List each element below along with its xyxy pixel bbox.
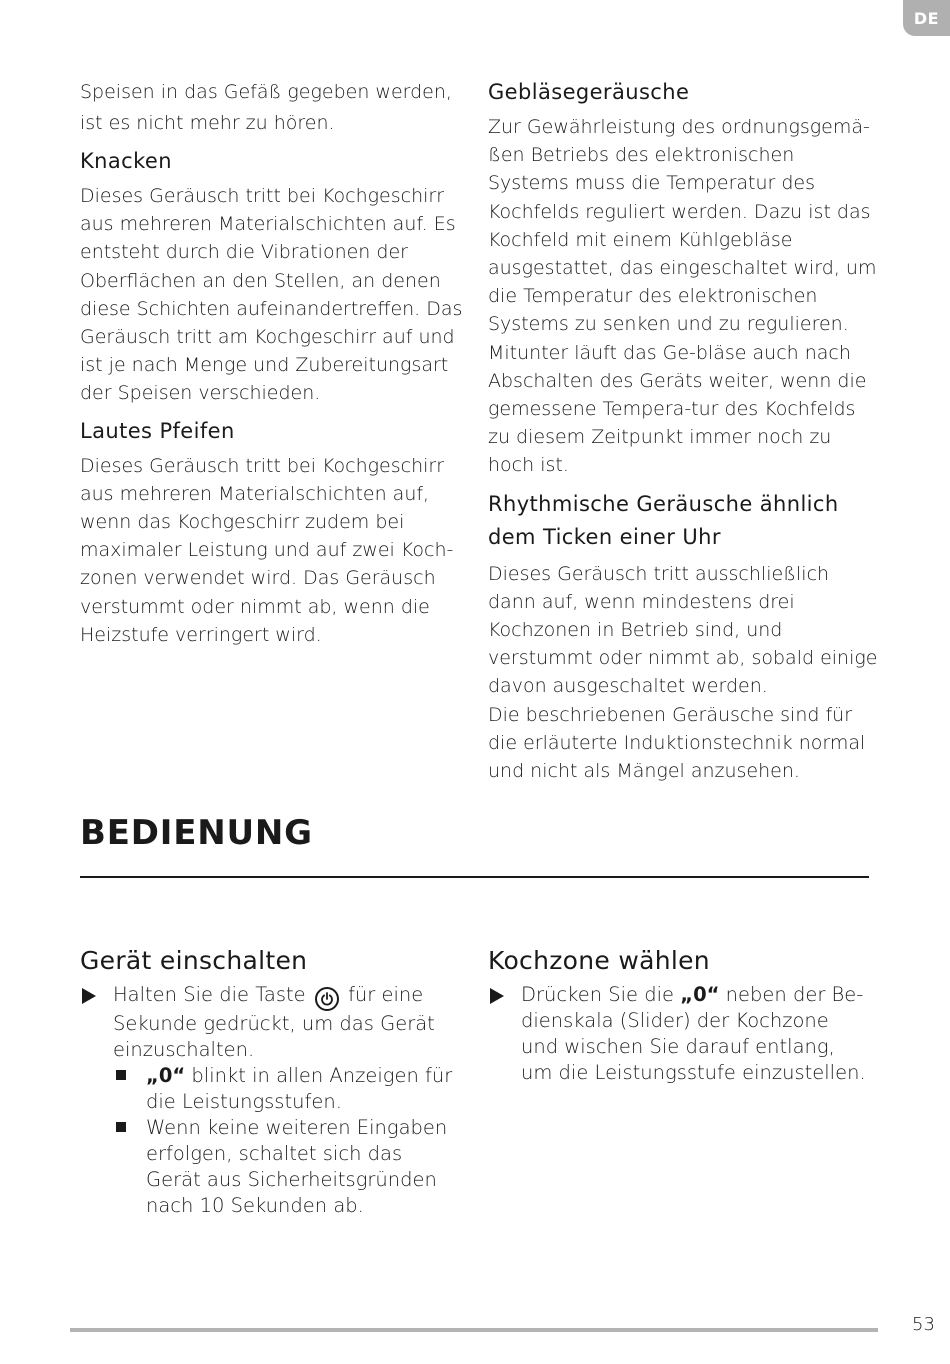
step-text-post: neben der Be-dienskala (Slider) der Kochzone und wischen Sie darauf entlang, um die Leistungsstufe einzustellen. — [521, 983, 866, 1084]
step-text-pre: Drücken Sie die — [521, 983, 681, 1006]
bullet-bold: „0“ — [146, 1064, 186, 1087]
square-bullet-icon — [113, 1115, 146, 1219]
step-text-pre: Halten Sie die Taste — [113, 983, 306, 1006]
language-badge: DE — [903, 0, 950, 36]
list-item — [113, 1063, 460, 1115]
einschalten-bullets — [113, 1063, 460, 1219]
left-column — [80, 77, 468, 657]
geraet-einschalten-block — [80, 944, 460, 1219]
heading-geblaesegeraeusche: Gebläsegeräusche — [488, 80, 690, 104]
bullet-text: Wenn keine weiteren Eingaben erfolgen, schaltet sich das Gerät aus Sicherheitsgründen nach 10 Sekunden ab. — [146, 1116, 448, 1217]
pfeifen-text: Dieses Geräusch tritt bei Kochgeschirr aus mehreren Materialschichten auf, wenn das Kochgeschirr zudem bei maximaler Leistung und auf zwei Koch-zonen verwendet wird. Das Geräusch verstummt oder nimmt ab, wenn die Heizstufe verringert wird. — [80, 454, 454, 646]
list-item — [113, 1115, 460, 1219]
rhythmisch-note: Die beschriebenen Geräusche sind für die erläuterte Induktionstechnik normal und nicht als Mängel anzusehen. — [488, 703, 866, 783]
triangle-bullet-icon — [488, 982, 521, 1086]
step-text — [113, 982, 460, 1063]
step-text — [521, 982, 868, 1086]
right-column — [488, 77, 878, 793]
intro-text: Speisen in das Gefäß gegeben werden, ist es nicht mehr zu hören. — [80, 81, 452, 134]
section-title: BEDIENUNG — [80, 813, 313, 853]
bullet-text — [146, 1063, 460, 1115]
bullet-rest: blinkt in allen Anzeigen für die Leistungsstufen. — [146, 1064, 453, 1113]
square-bullet-icon — [113, 1063, 146, 1115]
geblaese-text: Zur Gewährleistung des ordnungsgemä-ßen Betriebs des elektronischen Systems muss die Temperatur des Kochfelds reguliert werden. Dazu ist das Kochfeld mit einem Kühlgebläse ausgestattet, das eingeschaltet wird, um die Temperatur des elektronischen Systems zu senken und zu regulieren. Mitunter läuft das Ge-bläse auch nach Abschalten des Geräts weiter, wenn die gemessene Tempera-tur des Kochfelds zu diesem Zeitpunkt immer noch zu hoch ist. — [488, 116, 877, 477]
knacken-text: Dieses Geräusch tritt bei Kochgeschirr aus mehreren Materialschichten auf. Es entsteht durch die Vibrationen der Oberflächen an den Stellen, an denen diese Schichten aufeinandertreffen. Das Geräusch tritt am Kochgeschirr auf und ist je nach Menge und Zubereitungsart der Speisen verschieden. — [80, 185, 463, 405]
heading-knacken: Knacken — [80, 149, 172, 173]
step-text-post: für eine Sekunde gedrückt, um das Gerät einzuschalten. — [113, 983, 435, 1061]
heading-kochzone-waehlen: Kochzone wählen — [488, 946, 710, 975]
power-icon — [315, 987, 339, 1011]
footer-line — [70, 1328, 878, 1332]
heading-rhythmische-geraeusche: Rhythmische Geräusche ähnlich dem Ticken einer Uhr — [488, 491, 839, 549]
step-einschalten — [80, 982, 460, 1063]
rhythmisch-text: Dieses Geräusch tritt ausschließlich dann auf, wenn mindestens drei Kochzonen in Betrieb sind, und verstummt oder nimmt ab, sobald einige davon ausgeschaltet werden. — [488, 562, 878, 698]
heading-lautes-pfeifen: Lautes Pfeifen — [80, 418, 235, 443]
page-number: 53 — [912, 1314, 935, 1335]
heading-geraet-einschalten: Gerät einschalten — [80, 946, 308, 975]
triangle-bullet-icon — [80, 982, 113, 1063]
section-divider — [80, 876, 869, 878]
kochzone-waehlen-block — [488, 944, 868, 1086]
step-kochzone — [488, 982, 868, 1086]
step-text-bold: „0“ — [680, 983, 720, 1006]
